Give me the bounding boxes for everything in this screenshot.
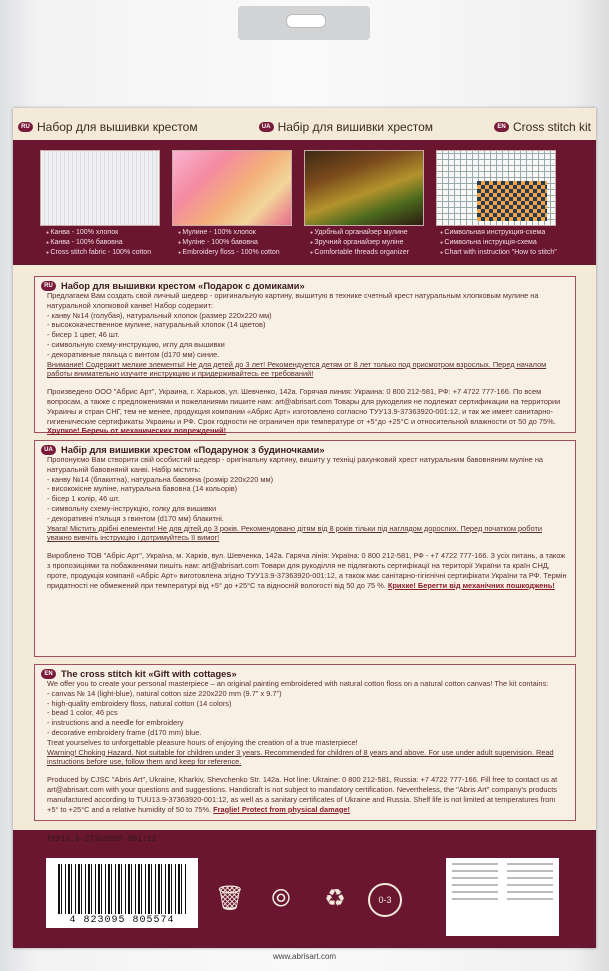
certificate-document xyxy=(446,858,504,936)
warning: Увага! Містить дрібні елементи! Не для дітей до 3 років. Рекомендовано дітям від 8 років тільки під наглядом дорослих. Перед початком роботи уважно вивчіть інструкцію і дотримуйтесь її вимог! xyxy=(47,523,542,543)
floss-photo xyxy=(172,150,292,226)
section-title: Набір для вишивки хрестом «Подарунок з будиночками» xyxy=(61,445,325,455)
section-en: EN The cross stitch kit «Gift with cottages» We offer you to create your personal masterpiece – an original painting embroidered with natural cotton floss on a natural cotton canvas! The kit contains: - canvas № 14 (light-blue), natural cotton size 220x220 mm (9.7" x 9.7") - high-quality embroidery floss, natural cotton (14 colors) - bead 1 color, 46 pcs - instructions and a needle for embroidery - decorative embroidery frame (d170 mm) blue. Treat yourselves to unforgettable pleasure hours of enjoying the creation of a true masterpiece! Warning! Choking Hazard. Not suitable for children under 3 years. Recommended for children of 8 years and above. For use under adult supervision. Read instructions before use, follow them and keep for reference. Produced by CJSC "Abris Art", Ukraine, Kharkiv, Shevchenko Str. 142a. Hot line: Ukraine: 0 800 212-581, Russia: +7 4722 777-166. Fill free to contact us at art@abrisart.com with your questions and suggestions. Handicraft is not subject to mandatory certification. Nevertheless, the "Abris Art" company's products manufactured according to TUU13.9-37363920-001:12, as well as a sanitary certificates of Ukraine and Russia. Shelf life is not limited at temperatures from +5° to +25°C and a relative humidity of 50 to 75%. Fraglie! Protect from physical damage! xyxy=(34,664,576,821)
hang-hole xyxy=(286,14,326,28)
barcode xyxy=(46,858,198,928)
warning: Внимание! Содержит мелкие элементы! Не для детей до 3 лет! Рекомендуется детям от 8 лет только под присмотром взрослых. Перед началом работы внимательно изучите инструкцию и придерживайтесь ее требований! xyxy=(47,359,547,379)
title-en: EN Cross stitch kit xyxy=(494,120,591,134)
trash-bin-icon: 🗑 xyxy=(214,885,246,912)
section-ru: RU Набор для вышивки крестом «Подарок с домиками» Предлагаем Вам создать свой личный шедевр - оригинальную картину, вышитую в технике счетный крест натуральным хлопковым мулине на натуральной хлопковой канве! Набор содержит: - канву №14 (голубая), натуральный хлопок (размер 220x220 мм) - высококачественное мулине, натуральный хлопок (14 цветов) - бисер 1 цвет, 46 шт. - символьную схему-инструкцию, иглу для вышивки - декоративные пяльца с винтом (d170 мм) синие. Внимание! Содержит мелкие элементы! Не для детей до 3 лет! Рекомендуется детям от 8 лет только под присмотром взрослых. Перед началом работы внимательно изучите инструкцию и придерживайтесь ее требований! Произведено ООО "Абрис Арт", Украина, г. Харьков, ул. Шевченко, 142а. Горячая линия: Украина: 0 800 212-581, РФ: +7 4722 777-166. По всем вопросам, а также с предложениями и пожеланиями пишите нам: art@abrisart.com Товары для рукоделия не подлежат сертификации на территории Украины и стран СНГ, тем не менее, продукция компании «Абрис Арт» изготовлено согласно ТУУ13.9-37363920-001:12, и так же имеет санитарно-гигиенические сертификаты Украины и РФ. Срок годности не ограничен при температуре от +5°до +25°С и относительной влажности от 50 до 75%. Хрупкое! Беречь от механических повреждений! xyxy=(34,276,576,433)
organizer-photo xyxy=(304,150,424,226)
website-url: www.abrisart.com xyxy=(272,952,337,961)
language-badge: EN xyxy=(494,122,509,132)
canvas-fabric-photo xyxy=(40,150,160,226)
panel-4-bullets: ● Символьная инструкция-схема ● Символьна iнструкцiя-схема ● Chart with instruction "How to stitch" xyxy=(440,228,557,258)
language-badge: UA xyxy=(41,445,56,455)
language-title-row xyxy=(18,116,591,138)
language-badge: RU xyxy=(18,122,33,132)
panel-1-bullets: ● Канва - 100% хлопок ● Канва - 100% бавовна ● Cross stitch fabric - 100% cotton xyxy=(46,228,151,258)
language-badge: RU xyxy=(41,281,56,291)
fragile-notice: Хрупкое! Беречь от механических повреждений! xyxy=(47,426,227,436)
panel-2-bullets: ● Мулине - 100% хлопок ● Мулiне - 100% бавовна ● Embroidery floss - 100% cotton xyxy=(178,228,280,258)
chart-photo xyxy=(436,150,556,226)
fragile-notice: Крихке! Берегти від механічних пошкоджень! xyxy=(387,580,555,590)
recycle-icon: ♻ xyxy=(324,885,346,912)
panel-3-bullets: ● Удобный органайзер мулине ● Зручний органайзер мулiне ● Comfortable threads organizer xyxy=(310,228,409,258)
fragile-notice: Fraglie! Protect from physical damage! xyxy=(213,804,350,814)
standard-code: ТУУ13.9-37363920-001:12 xyxy=(46,835,157,844)
barcode-bars xyxy=(58,864,186,914)
language-badge: UA xyxy=(259,122,274,132)
title-ua: UA Набір для вишивки хрестом xyxy=(259,120,433,134)
barcode-number: 4 823095 805574 xyxy=(69,915,175,926)
certificate-document xyxy=(501,858,559,936)
section-ua: UA Набір для вишивки хрестом «Подарунок з будиночками» Пропонуємо Вам створити свій особистий шедевр - оригінальну картину, вишиту у техніці рахунковий хрест натуральним бавовняним мулiне на натуральній бавовняній канві. Набір містить: - канву №14 (блакитна), натуральна бавовна (розмір 220x220 мм) - висококісне мулiне, натуральна бавовна (14 кольорів) - бісер 1 колір, 46 шт. - символьну схему-інструкцію, голку для вишивки - декоративні п'яльця з гвинтом (d170 мм) блакитні. Увага! Містить дрібні елементи! Не для дітей до 3 років. Рекомендовано дітям від 8 років тільки під наглядом дорослих. Перед початком роботи уважно вивчіть інструкцію і дотримуйтесь її вимог! Виробленo ТОВ "Абріс Арт", Україна, м. Харків, вул. Шевченка, 142а. Гаряча лінія: Україна: 0 800 212-581, РФ - +7 4722 777-166. З усіх питань, а також з пропозиціями та побажаннями пишіть нам: art@abrisart.com Товари для рукоділля не підлягають сертифікації на території України та країн СНД, проте, продукція компанії «Абріс Арт» виготовлена згідно ТУУ13.9-37363920-001:12, а також має санітарно-гігієнічні сертифікати України та РФ. Термін придатності не обмежений при температурі від +5° до +25°С та відносній вологості від 50 до 75 %. Крихке! Берегти від механічних пошкоджень! xyxy=(34,440,576,657)
temperature-range-icon: 0-3 xyxy=(366,880,404,918)
certification-mark-icon: ⦾ xyxy=(271,885,291,912)
language-badge: EN xyxy=(41,669,56,679)
section-title: The cross stitch kit «Gift with cottages» xyxy=(61,669,237,679)
title-ru: RU Набор для вышивки крестом xyxy=(18,120,198,134)
warning: Warning! Choking Hazard. Not suitable for children under 3 years. Recommended for children of 8 years and above. For use under adult supervision. Read instructions before use, follow them and keep for reference. xyxy=(47,747,554,767)
section-title: Набор для вышивки крестом «Подарок с домиками» xyxy=(61,281,305,291)
